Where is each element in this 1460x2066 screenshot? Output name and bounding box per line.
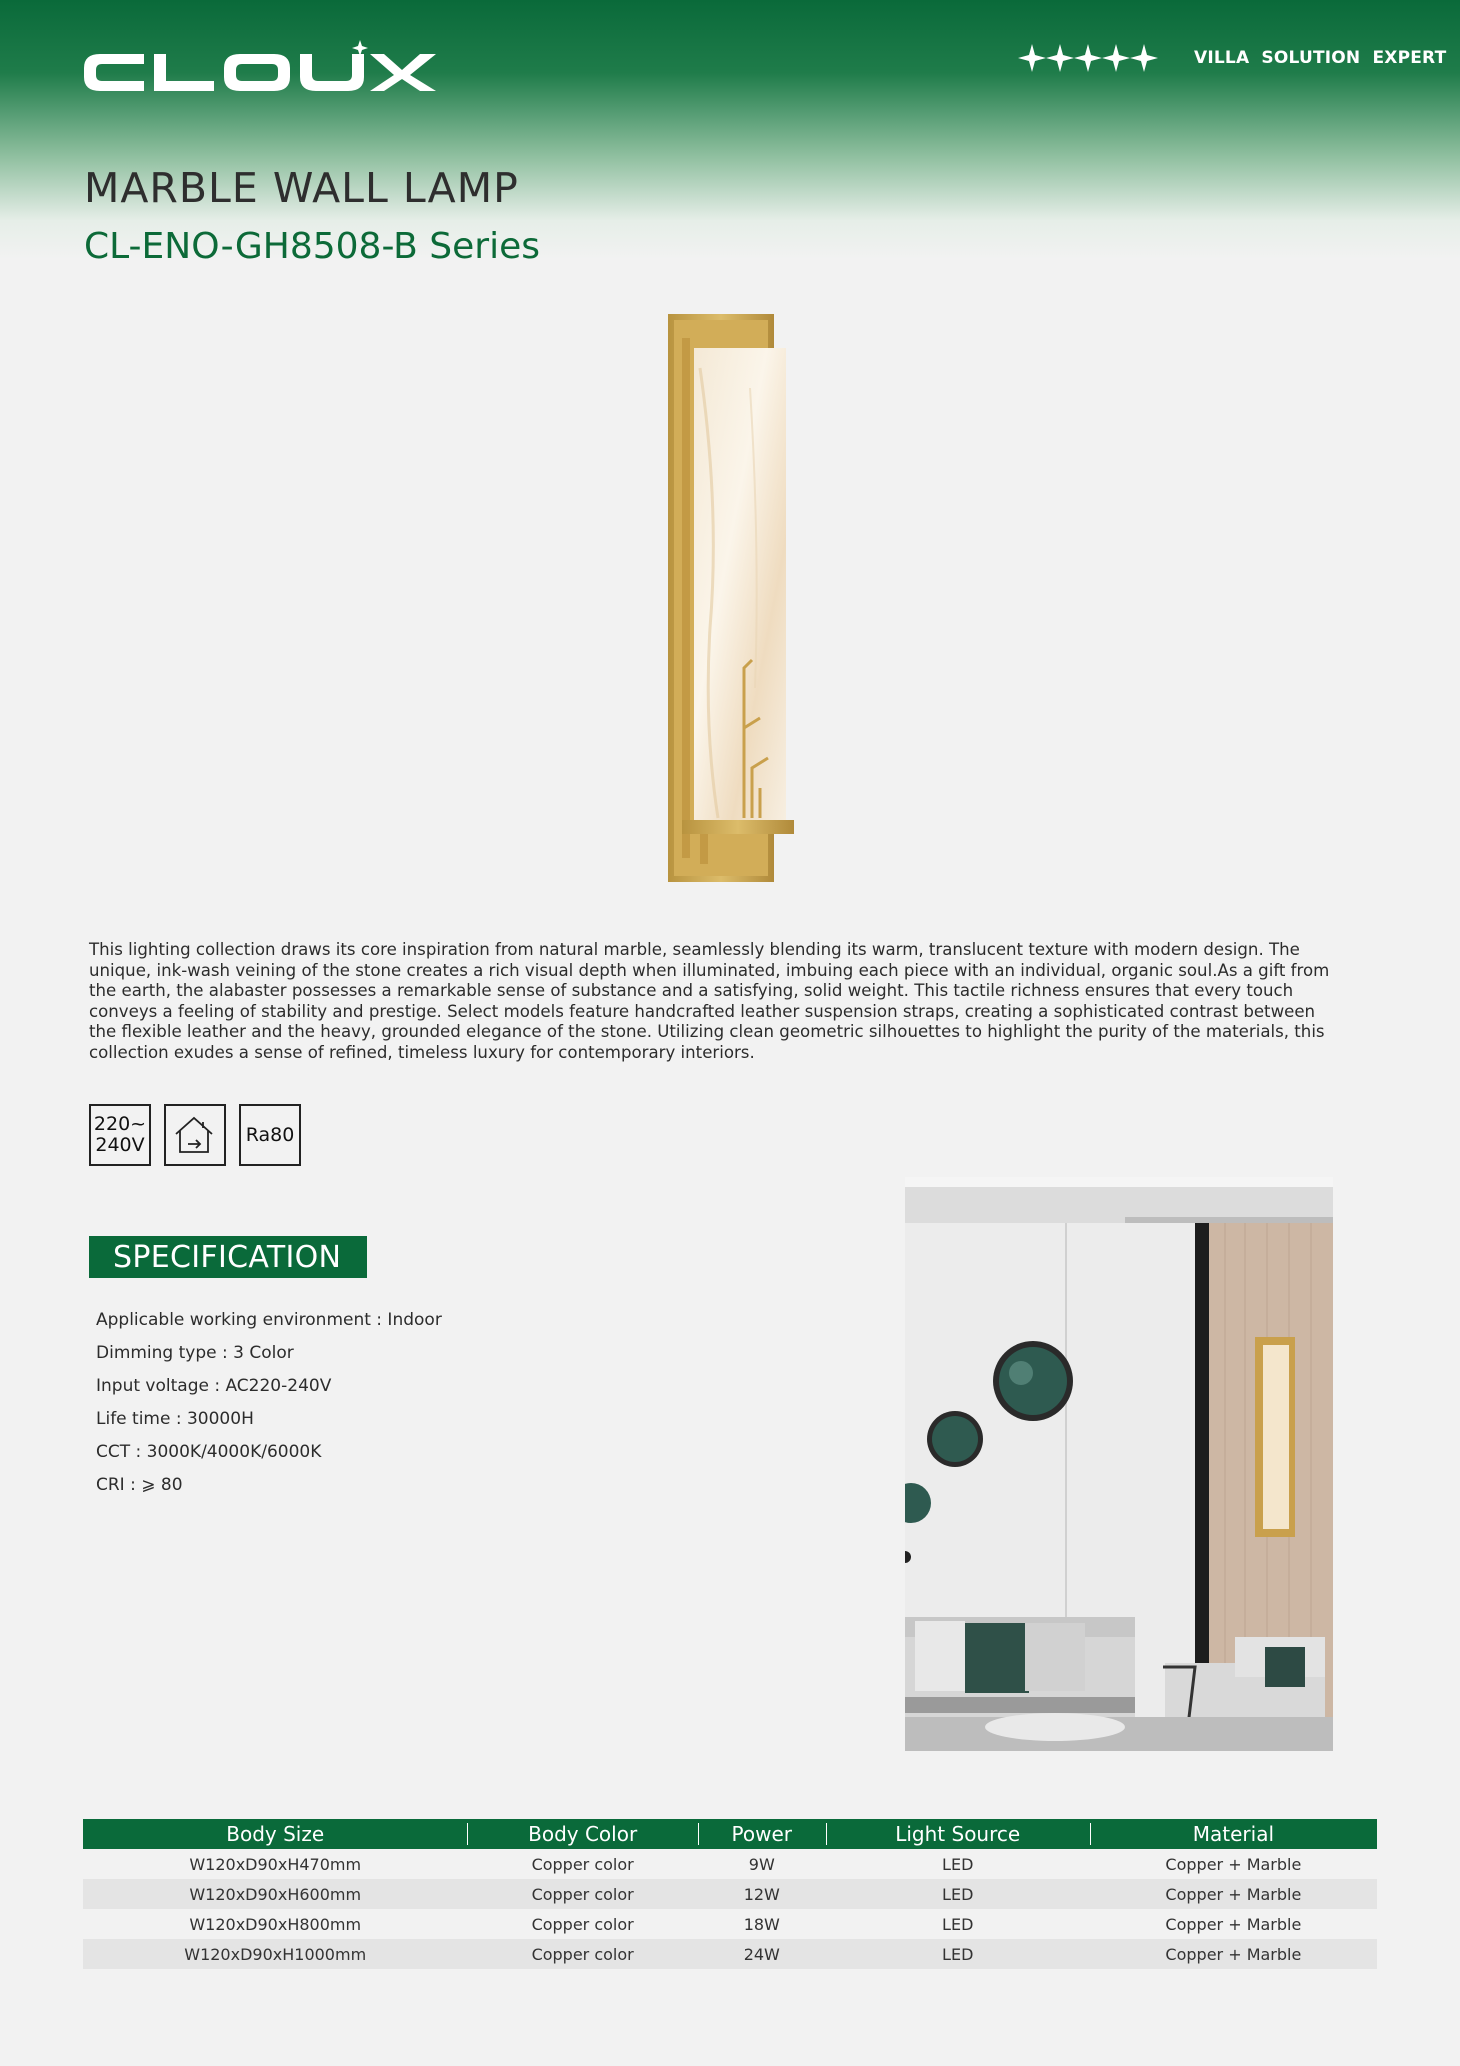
interior-scene-image — [905, 1177, 1333, 1751]
header-body-size: Body Size — [83, 1819, 467, 1849]
spec-table — [83, 1819, 1377, 1969]
rating-stars-icon — [1018, 40, 1160, 76]
cell-light-source: LED — [942, 1914, 974, 1934]
cell-power: 24W — [698, 1939, 826, 1969]
product-description: This lighting collection draws its core inspiration from natural marble, seamlessly blending its warm, translucent texture with modern design. The unique, ink-wash veining of the stone creates a rich visual depth when illuminated, imbuing each piece with an individual, organic soul.As a gift from the earth, the alabaster possesses a remarkable sense of substance and a satisfying, solid weight. This tactile richness ensures that every touch conveys a feeling of stability and prestige. Select models feature handcrafted leather suspension straps, creating a sophisticated contrast between the flexible leather and the heavy, grounded elegance of the stone. Utilizing clean geometric silhouettes to highlight the purity of the materials, this collection exudes a sense of refined, timeless luxury for contemporary interiors. — [89, 940, 1330, 1062]
spec-item: CCT : 3000K/4000K/6000K — [96, 1442, 322, 1462]
cell-body-color: Copper color — [467, 1879, 697, 1909]
product-title: MARBLE WALL LAMP — [84, 164, 519, 212]
cell-body-size: W120xD90xH800mm — [189, 1914, 362, 1934]
spec-item: Life time : 30000H — [96, 1409, 254, 1429]
spec-item: Dimming type : 3 Color — [96, 1343, 294, 1363]
header-light-source: Light Source — [826, 1819, 1090, 1849]
cell-light-source: LED — [826, 1879, 1090, 1909]
cell-power: 12W — [698, 1879, 826, 1909]
brand-logo — [84, 40, 438, 102]
header-material: Material — [1090, 1819, 1377, 1849]
cell-body-size: W120xD90xH1000mm — [83, 1939, 467, 1969]
cell-power: 9W — [748, 1854, 775, 1874]
specification-list — [96, 1304, 442, 1502]
cell-body-color: Copper color — [531, 1914, 634, 1934]
cell-material: Copper + Marble — [1165, 1914, 1302, 1934]
cell-body-size: W120xD90xH600mm — [83, 1879, 467, 1909]
cell-power: 18W — [743, 1914, 780, 1934]
header-band — [0, 0, 1460, 260]
cell-body-color: Copper color — [531, 1854, 634, 1874]
specification-heading: SPECIFICATION — [89, 1236, 367, 1278]
cell-body-size: W120xD90xH470mm — [189, 1854, 362, 1874]
spec-item: CRI : ⩾ 80 — [96, 1475, 183, 1495]
header-power: Power — [698, 1819, 826, 1849]
cell-material: Copper + Marble — [1090, 1879, 1377, 1909]
cell-light-source: LED — [942, 1854, 974, 1874]
voltage-badge — [89, 1104, 151, 1166]
table-row — [83, 1909, 1377, 1939]
table-row — [83, 1939, 1377, 1969]
spec-item: Input voltage : AC220-240V — [96, 1376, 332, 1396]
lamp-product-image — [660, 308, 800, 888]
table-row — [83, 1849, 1377, 1879]
voltage-line2: 240V — [95, 1134, 145, 1156]
cri-badge: Ra80 — [239, 1104, 301, 1166]
indoor-house-icon — [164, 1104, 226, 1166]
brand-tagline: VILLA SOLUTION EXPERT — [1194, 48, 1447, 68]
cell-body-color: Copper color — [467, 1939, 697, 1969]
cell-material: Copper + Marble — [1165, 1854, 1302, 1874]
table-header-row — [83, 1819, 1377, 1849]
voltage-line1: 220~ — [93, 1113, 147, 1135]
header-body-color: Body Color — [467, 1819, 697, 1849]
product-series: CL-ENO-GH8508-B Series — [84, 226, 541, 267]
table-row — [83, 1879, 1377, 1909]
cell-material: Copper + Marble — [1090, 1939, 1377, 1969]
spec-item: Applicable working environment : Indoor — [96, 1310, 442, 1330]
cell-light-source: LED — [826, 1939, 1090, 1969]
